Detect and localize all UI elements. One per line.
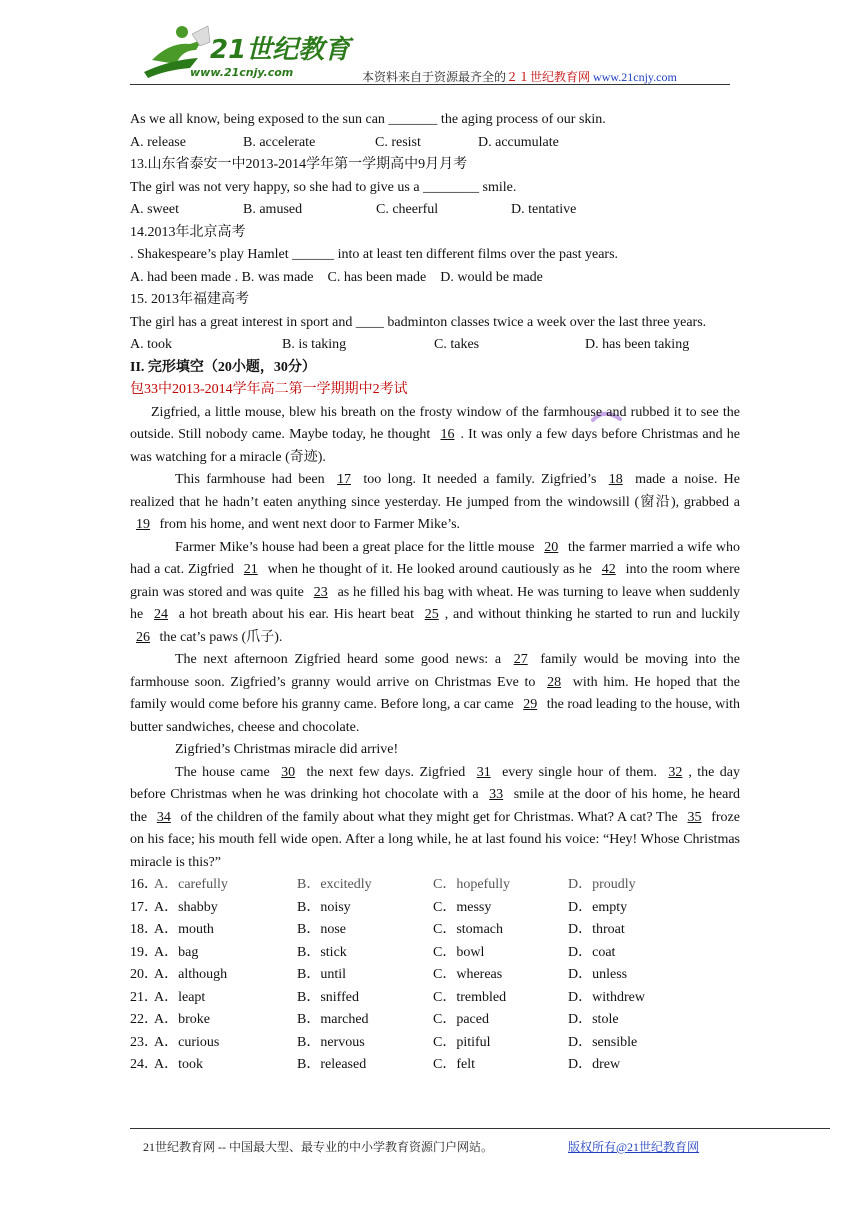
question-text: As we all know, being exposed to the sun can _______ the aging process of our skin. <box>130 112 606 127</box>
choice-option-b: B．excitedly <box>297 877 372 892</box>
passage-paragraph <box>130 739 740 762</box>
option-a: A. took <box>130 337 172 352</box>
passage-text: every single hour of them. <box>496 764 663 780</box>
passage-text: This farmhouse had been <box>175 472 331 487</box>
choice-option-a: A．took <box>154 1057 203 1072</box>
option-a: A. release <box>130 134 186 150</box>
choice-option-c: C．hopefully <box>433 877 510 892</box>
choice-option-d: D．empty <box>568 899 628 915</box>
choice-number: 17． <box>130 899 158 915</box>
passage-text: the cat’s paws (爪子). <box>156 629 283 645</box>
choice-option-b: B．nervous <box>297 1034 365 1050</box>
choice-row <box>130 987 740 1010</box>
passage-text: the road leading to the house, with butter sandwiches, cheese and chocolate. <box>130 697 740 735</box>
passage-text: as he filled his bag with wheat. He was turning to leave when suddenly he <box>130 584 741 622</box>
choice-option-a: A．bag <box>154 944 199 960</box>
blank-number: 32 <box>668 764 683 780</box>
option-c: C. cheerful <box>376 202 439 217</box>
passage-text: The house came <box>175 764 276 780</box>
passage-text: made a noise. He realized that he hadn’t eaten anything since yesterday. He jumped from the windowsill (窗沿), grabbed a <box>130 472 740 510</box>
choice-option-d: D．throat <box>568 922 625 937</box>
passage-text: the farmer married a wife who had a cat. Zigfried <box>130 539 740 577</box>
blank-number: 17 <box>336 472 351 487</box>
passage-text: family would be moving into the farmhouse soon. Zigfried’s granny would arrive on Christmas Eve to <box>130 652 740 690</box>
option-d: D. has been taking <box>585 337 690 352</box>
blank-number: 28 <box>547 674 562 690</box>
section-heading: II. 完形填空（20小题，30分） <box>130 359 316 375</box>
blank-number: 25 <box>424 607 439 622</box>
section-source: 包33中2013-2014学年高二第一学期期中2考试 <box>130 382 408 397</box>
passage-text: the next few days. Zigfried <box>301 764 471 780</box>
choice-number: 22． <box>130 1012 158 1027</box>
passage-text: The next afternoon Zigfried heard some good news: a <box>175 652 508 667</box>
choice-option-b: B．sniffed <box>297 989 359 1005</box>
blank-number: 18 <box>608 472 623 487</box>
choice-option-d: D．coat <box>568 944 616 960</box>
choice-option-b: B．marched <box>297 1012 369 1027</box>
question-text: The girl was not very happy, so she had to give us a ________ smile. <box>130 179 517 195</box>
choice-option-c: C．paced <box>433 1012 489 1027</box>
option-b: B. amused <box>243 202 303 217</box>
choice-option-b: B．released <box>297 1057 367 1072</box>
passage-text: Zigfried’s Christmas miracle did arrive! <box>175 742 399 757</box>
choice-option-a: A．leapt <box>154 989 206 1005</box>
option-c: C. resist <box>375 134 421 150</box>
passage-paragraph <box>130 537 740 650</box>
choice-number: 21． <box>130 989 158 1005</box>
options-row <box>130 132 740 155</box>
svg-text:21世纪教育: 21世纪教育 <box>210 35 351 65</box>
question-source: 14.2013年北京高考 <box>130 224 246 240</box>
blank-number: 30 <box>281 764 296 780</box>
passage-text: a hot breath about his ear. His heart beat <box>173 607 419 622</box>
cloze-passage <box>130 402 740 875</box>
passage-text: , the day before Christmas when he was drinking hot chocolate with a <box>130 764 740 802</box>
choice-option-d: D．drew <box>568 1057 621 1072</box>
choice-row <box>130 942 740 965</box>
blank-number: 20 <box>544 539 559 555</box>
blank-number: 16 <box>440 427 455 442</box>
choice-option-d: D．unless <box>568 967 628 982</box>
passage-text: of the children of the family about what they might get for Christmas. What? A cat? The <box>176 809 682 825</box>
choice-number: 19． <box>130 944 158 960</box>
choice-option-a: A．shabby <box>154 899 218 915</box>
passage-paragraph <box>130 469 740 537</box>
choice-option-c: C．felt <box>433 1057 475 1072</box>
choice-option-d: D．withdrew <box>568 989 645 1005</box>
passage-text: smile at the door of his home, he heard the <box>130 787 741 825</box>
question-source: 13.山东省泰安一中2013-2014学年第一学期高中9月月考 <box>130 157 468 172</box>
options-row: A. had been made . B. was made C. has been made D. would be made <box>130 269 543 285</box>
passage-text: froze on his face; his mouth fell wide open. After a long while, he at last found his voice: “Hey! Whose Christmas miracle is this?” <box>130 809 740 870</box>
blank-number: 35 <box>687 809 702 825</box>
option-a: A. sweet <box>130 202 179 217</box>
blank-number: 34 <box>156 809 171 825</box>
choice-option-d: D．sensible <box>568 1034 638 1050</box>
choice-option-a: A．curious <box>154 1034 220 1050</box>
blank-number: 24 <box>153 607 168 622</box>
passage-text: . It was only a few days before Christmas and he was watching for a miracle (奇迹). <box>130 427 740 465</box>
question-source: 15. 2013年福建高考 <box>130 292 249 307</box>
passage-paragraph <box>130 762 740 875</box>
choice-row <box>130 874 740 897</box>
choice-number: 23． <box>130 1034 158 1050</box>
blank-number: 19 <box>136 517 150 532</box>
choice-row <box>130 897 740 920</box>
passage-text: with him. He hoped that the family would come before his granny came. Before long, a car came <box>130 674 740 712</box>
choice-option-c: C．messy <box>433 899 492 915</box>
tagline-url[interactable]: www.21cnjy.com <box>593 70 677 84</box>
choice-row <box>130 1032 740 1055</box>
option-d: D. tentative <box>511 202 577 217</box>
blank-number: 27 <box>513 652 528 667</box>
options-row <box>130 199 740 222</box>
tagline-site[interactable]: ２１世纪教育网 <box>506 70 591 84</box>
header-tagline <box>362 68 677 85</box>
blank-number: 31 <box>476 764 491 780</box>
choice-row <box>130 964 740 987</box>
blank-number: 33 <box>489 787 504 802</box>
choice-option-d: D．stole <box>568 1012 619 1027</box>
footer-text: 21世纪教育网 -- 中国最大型、最专业的中小学教育资源门户网站。 <box>143 1140 493 1154</box>
choice-option-a: A．broke <box>154 1012 210 1027</box>
blank-number: 42 <box>601 562 616 577</box>
choice-number: 18． <box>130 922 158 937</box>
choice-number: 16． <box>130 877 158 892</box>
choice-option-c: C．trembled <box>433 989 507 1005</box>
question-text: . Shakespeare’s play Hamlet ______ into at least ten different films over the past years. <box>130 247 619 262</box>
option-c: C. takes <box>434 337 480 352</box>
choice-option-c: C．stomach <box>433 922 503 937</box>
choice-option-b: B．nose <box>297 922 346 937</box>
choice-option-d: D．proudly <box>568 877 636 892</box>
blank-number: 23 <box>313 584 328 600</box>
choice-number: 24． <box>130 1057 158 1072</box>
choice-option-b: B．stick <box>297 944 347 960</box>
page-footer <box>143 1138 700 1155</box>
passage-text: into the room where grain was stored and was quite <box>130 562 740 600</box>
21cnjy-logo <box>130 20 360 84</box>
choices-list <box>130 874 740 1077</box>
passage-text: too long. It needed a family. Zigfried’s <box>356 472 603 487</box>
choice-row <box>130 919 740 942</box>
choice-option-b: B．until <box>297 967 347 982</box>
passage-paragraph <box>130 402 740 470</box>
choice-option-a: A．mouth <box>154 922 214 937</box>
blank-number: 29 <box>523 697 538 712</box>
choice-row <box>130 1009 740 1032</box>
choice-option-c: C．bowl <box>433 944 485 960</box>
blank-number: 21 <box>243 562 258 577</box>
option-b: B. accelerate <box>243 134 316 150</box>
passage-text: Farmer Mike’s house had been a great place for the little mouse <box>175 539 539 555</box>
blank-number: 26 <box>136 629 150 645</box>
tagline-prefix: 本资料来自于资源最齐全的 <box>362 70 507 84</box>
passage-text: from his home, and went next door to Farmer Mike’s. <box>156 517 461 532</box>
choice-number: 20． <box>130 967 158 982</box>
document-body <box>130 109 740 1077</box>
copyright-link[interactable]: 版权所有@21世纪教育网 <box>568 1140 700 1154</box>
footer-divider <box>130 1128 830 1129</box>
passage-text: Zigfried, a little mouse, blew his breath on the frosty window of the farmhouse and rubbed it to see the outside. Still nobody came. Maybe today, he thought <box>130 404 740 442</box>
choice-option-b: B．noisy <box>297 899 351 915</box>
choice-option-c: C．whereas <box>433 967 503 982</box>
question-text: The girl has a great interest in sport and ____ badminton classes twice a week over the last three years. <box>130 314 707 330</box>
option-d: D. accumulate <box>478 134 559 150</box>
choice-option-a: A．carefully <box>154 877 228 892</box>
header-divider <box>130 84 730 85</box>
choice-row <box>130 1054 740 1077</box>
page-header <box>130 20 730 86</box>
passage-text: , and without thinking he started to run and luckily <box>444 607 740 622</box>
passage-text: when he thought of it. He looked around cautiously as he <box>263 562 596 577</box>
svg-text:www.21cnjy.com: www.21cnjy.com <box>190 66 294 79</box>
passage-paragraph <box>130 649 740 739</box>
choice-option-c: C．pitiful <box>433 1034 491 1050</box>
option-b: B. is taking <box>282 337 347 352</box>
choice-option-a: A．although <box>154 967 228 982</box>
options-row <box>130 334 740 357</box>
